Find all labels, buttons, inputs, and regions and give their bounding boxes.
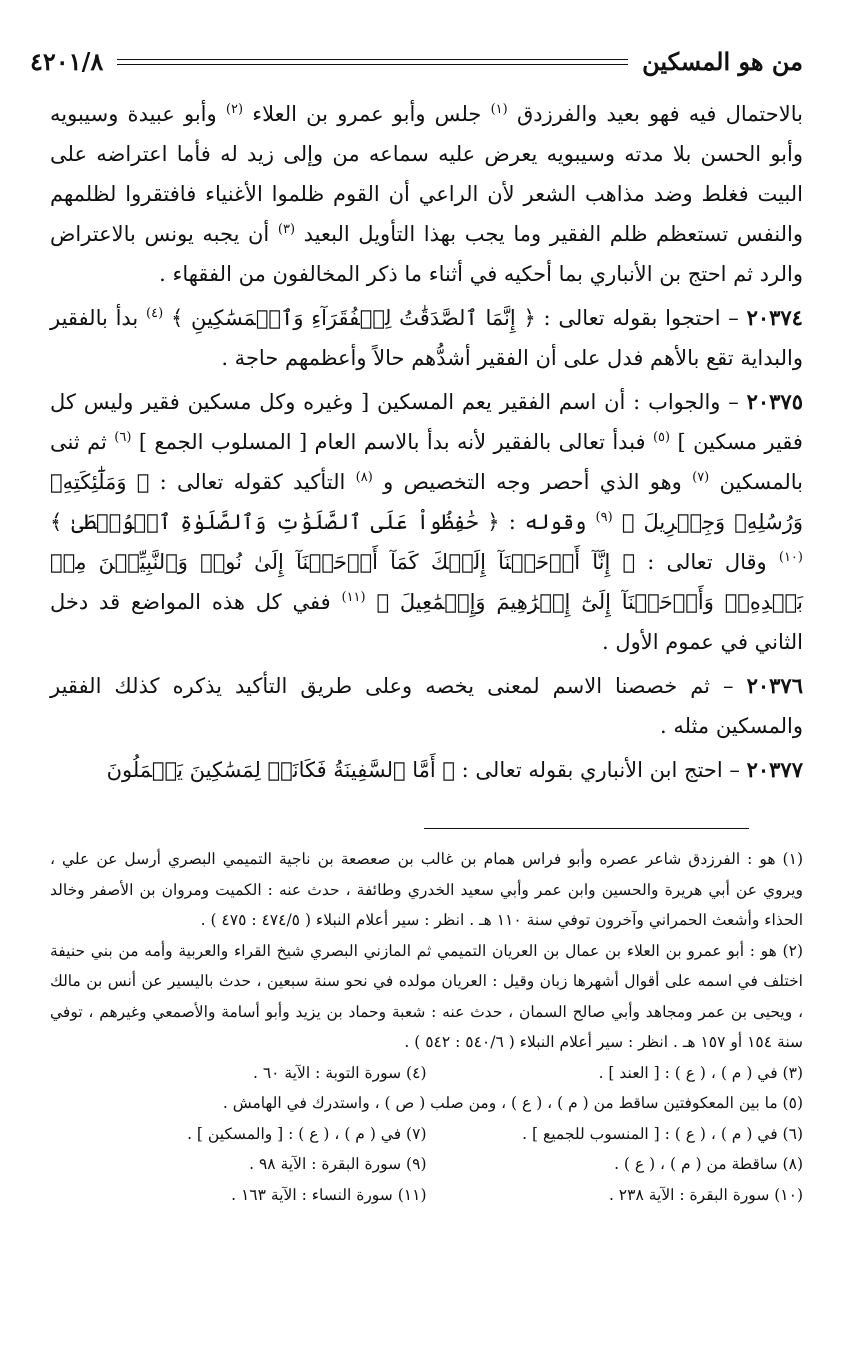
main-text xyxy=(50,94,803,794)
paragraph: ٢٠٣٧٦ – ثم خصصنا الاسم لمعنى يخصه وعلى طريق التأكيد يذكره كذلك الفقير والمسكين مثله . xyxy=(50,673,803,738)
footnote-ref: (٤) xyxy=(146,306,164,321)
footnote-ref: (٩) xyxy=(595,510,613,525)
footnote-ref: (٢) xyxy=(225,102,244,117)
footnote: (٥) ما بين المعكوفتين ساقط من ( م ) ، ( ع ) ، ومن صلب ( ص ) ، واستدرك في الهامش . xyxy=(222,1094,803,1112)
footnote: (١) هو : الفرزدق شاعر عصره وأبو فراس همام بن غالب بن صعصعة بن ناجية التميمي البصري أرسل عن علي ، ويروي عن أبي هريرة والحسين وابن عمر وأبي سعيد الخدري وطائفة ، حدث عنه : الكميت ومروان بن الأصفر وخالد الحذاء وأشعث الحمراني وآخرون توفي سنة ١١٠ هـ . انظر : سير أعلام النبلاء ( ٤٧٤/٥ : ٤٧٥ ) . xyxy=(50,850,803,929)
footnote-ref: (٨) xyxy=(355,470,373,485)
footnote-ref: (٣) xyxy=(277,222,296,237)
paragraph-number: ٢٠٣٧٦ xyxy=(746,673,803,698)
page-reference: ٤٢٠١/٨ xyxy=(30,46,104,76)
footnote: (١٠) سورة البقرة : الآية ٢٣٨ . xyxy=(608,1185,803,1204)
paragraph-number: ٢٠٣٧٥ xyxy=(746,389,803,414)
paragraph: ٢٠٣٧٤ – احتجوا بقوله تعالى : ﴿ إِنَّمَا ٱلصَّدَقَٰتُ لِلۡفُقَرَآءِ وَٱلۡمَسَٰكِينِ ﴾ $^{(٤)}$ بدأ بالفقير والبداية تقع بالأهم فدل على أن الفقير أشدُّهم حالاً وأعظمهم حاجة . xyxy=(50,305,803,370)
paragraph: ٢٠٣٧٥ – والجواب : أن اسم الفقير يعم المسكين [ وغيره وكل مسكين فقير وليس كل فقير مسكين ] $^{(٥)}$ فبدأ تعالى بالفقير لأنه بدأ بالاسم العام [ المسلوب الجمع ] $^{(٦)}$ ثم ثنى بالمسكين $^{(٧)}$ وهو الذي أحصر وجه التخصيص و $^{(٨)}$ التأكيد كقوله تعالى : ﴿ وَمَلَٰٓئِكَتِهِۦ وَرُسُلِهِۦ وَجِبۡرِيلَ ﴾ $^{(٩)}$ وقوله : ﴿ حَٰفِظُواْ عَلَى ٱلصَّلَوَٰتِ وَٱلصَّلَوٰةِ ٱلۡوُسۡطَىٰ ﴾ $^{(١٠)}$ وقال تعالى : ﴿ إِنَّآ أَوۡحَيۡنَآ إِلَيۡكَ كَمَآ أَوۡحَيۡنَآ إِلَىٰ نُوحٖ وَٱلنَّبِيِّـۧنَ مِنۢ بَعۡدِهِۦۚ وَأَوۡحَيۡنَآ إِلَىٰٓ إِبۡرَٰهِيمَ وَإِسۡمَٰعِيلَ ﴾ $^{(١١)}$ ففي كل هذه المواضع قد دخل الثاني في عموم الأول . xyxy=(50,389,803,654)
paragraph: بالاحتمال فيه فهو بعيد والفرزدق $^{(١)}$ جلس وأبو عمرو بن العلاء $^{(٢)}$ وأبو عبيدة وسيبويه وأبو الحسن بلا مدته وسيبويه يعرض عليه سماعه من وإلى زيد له فأما اعتراضه على البيت فغلط وضد مذاهب الشعر لأن الراعي أن القوم ظلموا الأغنياء فافتقروا لظلمهم والنفس تستعظم ظلم الفقير وما يجب بهذا التأويل البعيد $^{(٣)}$ أن يجبه يونس بالاعتراض والرد ثم احتج بن الأنباري بما أحكيه في أثناء ما ذكر المخالفون من الفقهاء . xyxy=(50,102,803,286)
footnote-ref: (١) xyxy=(490,102,508,117)
footnote-row xyxy=(50,1119,803,1150)
paragraph: ٢٠٣٧٧ – احتج ابن الأنباري بقوله تعالى : ﴿ أَمَّا ٱلسَّفِينَةُ فَكَانَتۡ لِمَسَٰكِينَ يَعۡمَلُونَ xyxy=(106,757,803,782)
footnote-ref: (٦) xyxy=(114,430,132,445)
footnotes xyxy=(50,844,803,1210)
footnote-row xyxy=(50,1058,803,1089)
footnote-ref: (١١) xyxy=(341,590,366,605)
footnote-row xyxy=(50,1180,803,1211)
running-header xyxy=(30,40,803,82)
paragraph-number: ٢٠٣٧٧ xyxy=(746,757,803,782)
footnote: (٤) سورة التوبة : الآية ٦٠ . xyxy=(252,1063,427,1082)
footnote: (٧) في ( م ) ، ( ع ) : [ والمسكين ] . xyxy=(187,1124,427,1143)
footnote: (٨) ساقطة من ( م ) ، ( ع ) . xyxy=(614,1155,803,1173)
footnote: (٦) في ( م ) ، ( ع ) : [ المنسوب للجميع ] . xyxy=(522,1124,803,1143)
footnote: (٢) هو : أبو عمرو بن العلاء بن عمال بن العريان التميمي ثم المازني البصري شيخ القراء والعربية وأمه من بني حنيفة اختلف في اسمه على أقوال أشهرها زبان وقيل : العريان مولده في نحو سنة سبعين ، حدث باليسير عن أنس بن مالك ، ويحيى بن عمر ومجاهد وأبي صالح السمان ، حدث عنه : شعبة وحماد بن يزيد وأبو أسامة والأصمعي وغيرهم ، توفي سنة ١٥٤ أو ١٥٧ هـ . انظر : سير أعلام النبلاء ( ٥٤٠/٦ : ٥٤٢ ) . xyxy=(50,941,803,1051)
footnote: (٣) في ( م ) ، ( ع ) : [ العند ] . xyxy=(598,1063,803,1082)
footnote-row xyxy=(50,1149,803,1180)
running-title: من هو المسكين xyxy=(642,46,803,76)
footnote: (٩) سورة البقرة : الآية ٩٨ . xyxy=(249,1155,427,1173)
header-rule xyxy=(117,59,628,65)
footnote-ref: (٥) xyxy=(652,430,671,445)
footnote-ref: (١٠) xyxy=(778,550,803,565)
footnote-ref: (٧) xyxy=(692,470,710,485)
paragraph-number: ٢٠٣٧٤ xyxy=(746,305,803,330)
footnote-separator xyxy=(424,828,749,829)
footnote: (١١) سورة النساء : الآية ١٦٣ . xyxy=(231,1185,427,1204)
